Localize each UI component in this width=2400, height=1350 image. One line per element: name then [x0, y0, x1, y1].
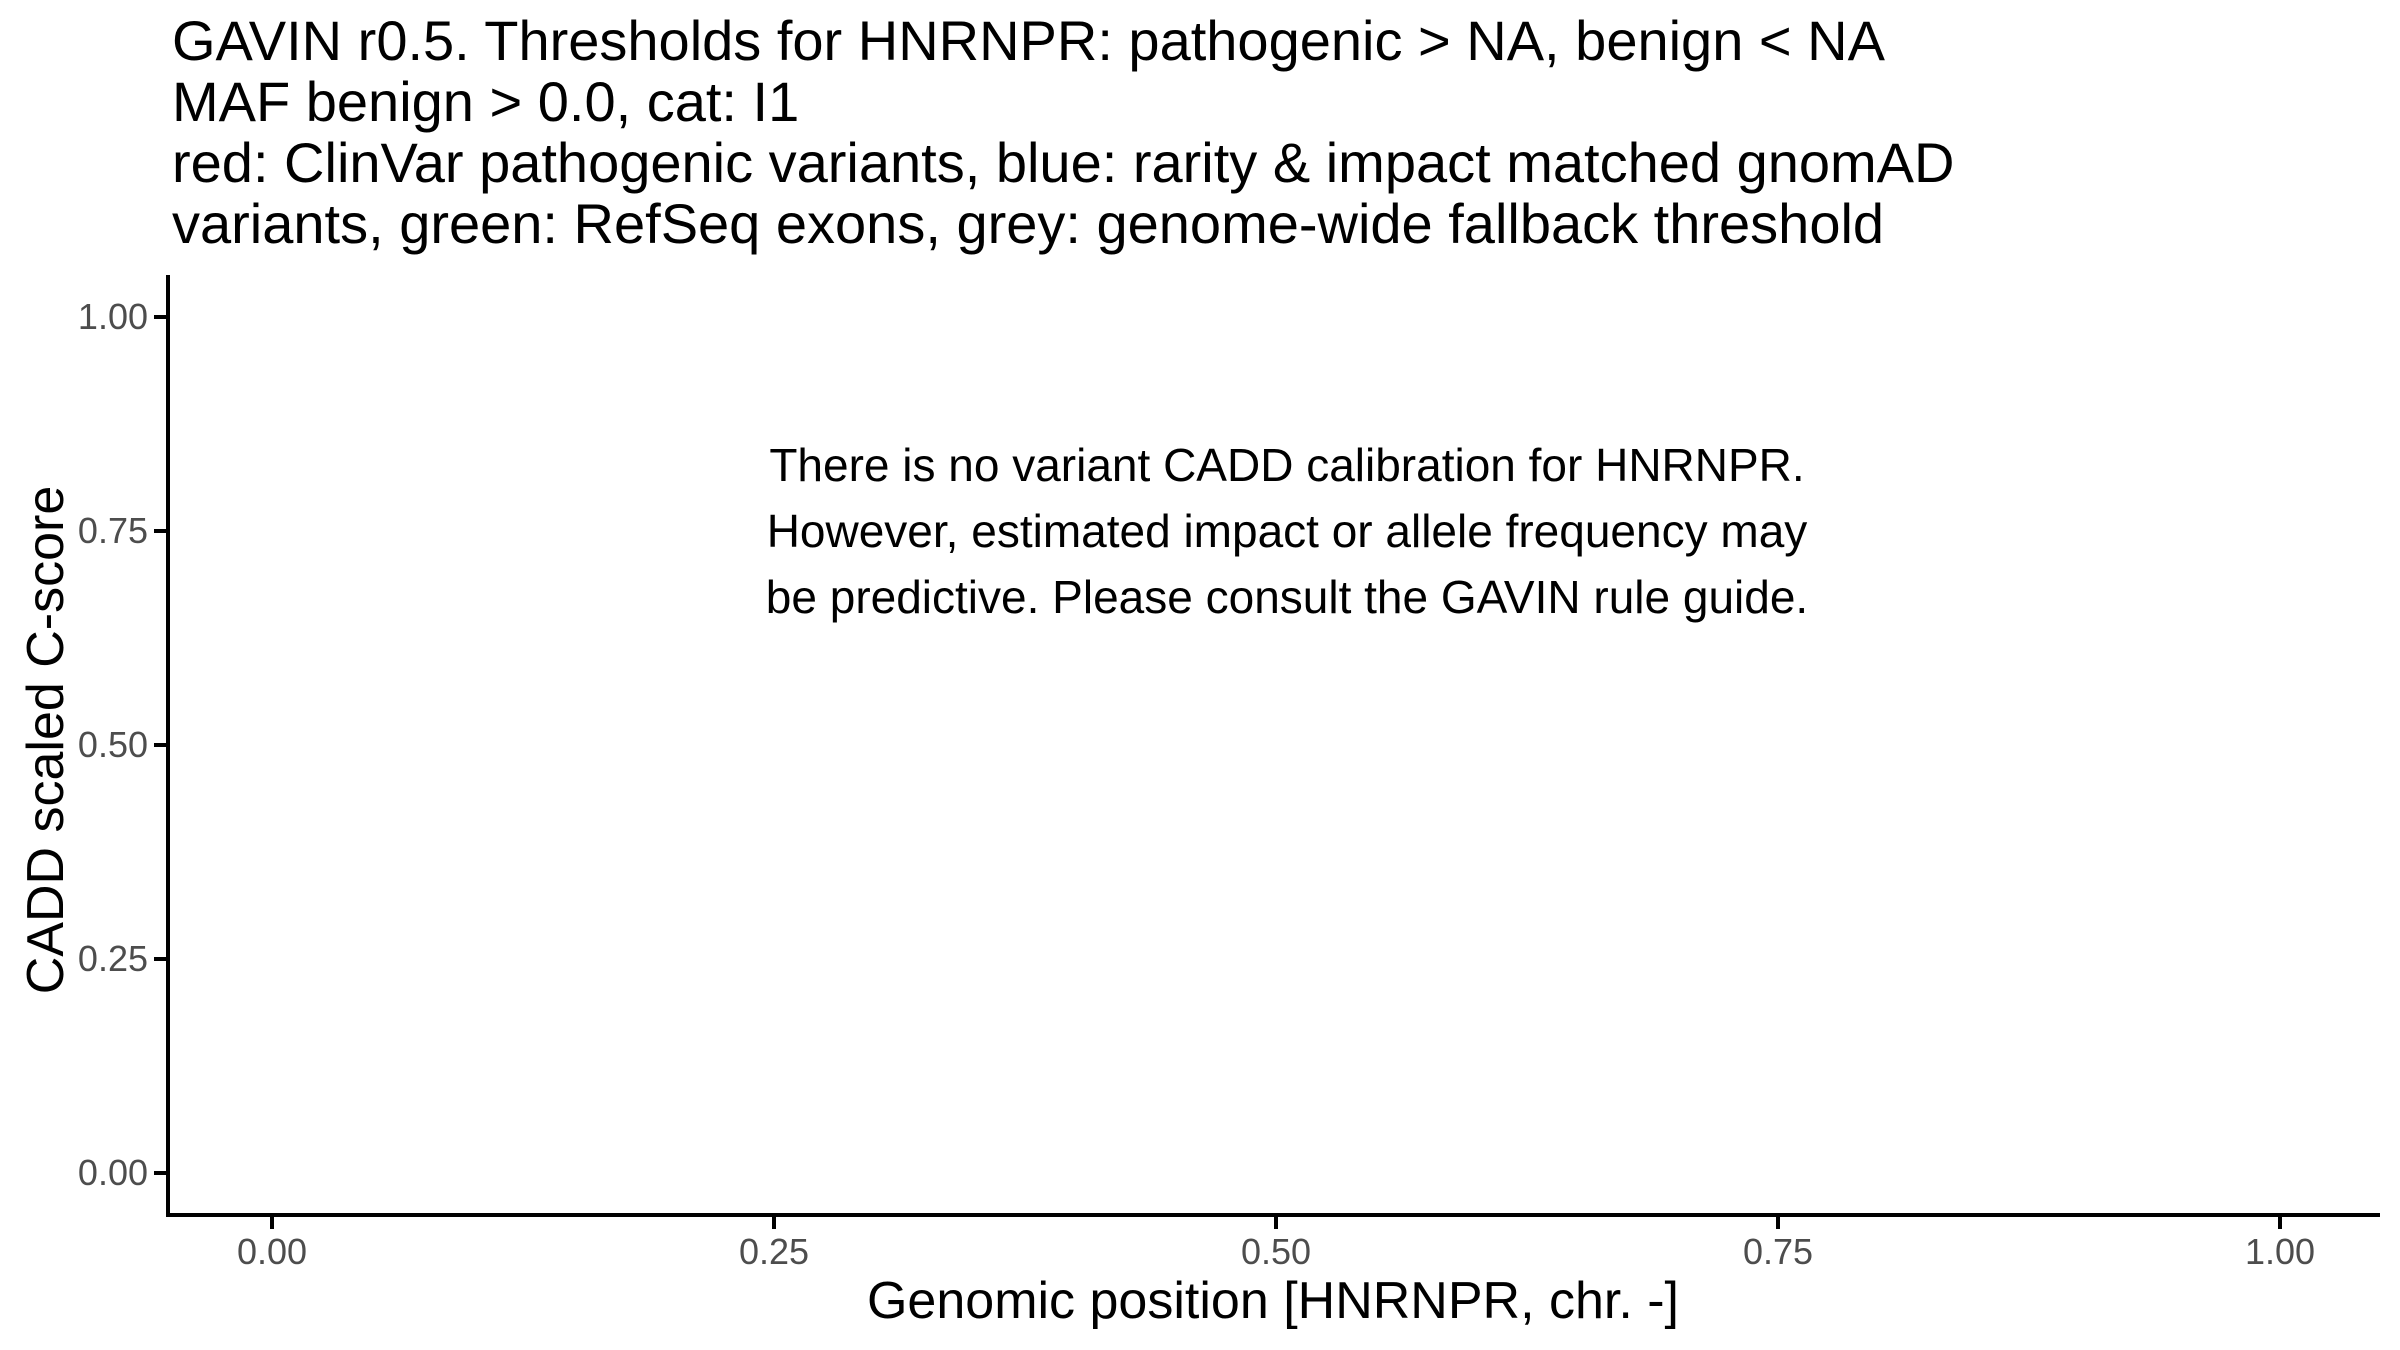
y-tick-label-1.00: 1.00	[77, 296, 148, 337]
y-tick-label-0.75: 0.75	[77, 510, 148, 551]
chart-title	[172, 10, 1954, 254]
x-tick-label-0.25: 0.25	[738, 1231, 810, 1272]
y-tick-mark-0.00	[154, 1171, 166, 1175]
x-tick-label-0.50: 0.50	[1240, 1231, 1312, 1272]
y-tick-label-0.25: 0.25	[77, 938, 148, 979]
y-tick-label-0.50: 0.50	[77, 724, 148, 765]
x-axis-title: Genomic position [HNRNPR, chr. -]	[866, 1272, 1680, 1330]
chart-title-line-3: red: ClinVar pathogenic variants, blue: rarity & impact matched gnomAD	[172, 131, 1955, 194]
x-axis-line	[166, 1213, 2380, 1217]
y-axis-line	[166, 275, 170, 1217]
no-calibration-annotation	[687, 432, 1887, 630]
x-tick-label-0.75: 0.75	[1742, 1231, 1814, 1272]
x-tick-mark-0.50	[1274, 1217, 1278, 1229]
x-tick-mark-0.75	[1776, 1217, 1780, 1229]
chart-title-line-1: GAVIN r0.5. Thresholds for HNRNPR: pathogenic > NA, benign < NA	[172, 9, 1885, 72]
x-tick-mark-1.00	[2278, 1217, 2282, 1229]
chart-title-line-4: variants, green: RefSeq exons, grey: genome-wide fallback threshold	[172, 192, 1885, 255]
x-tick-label-0.00: 0.00	[236, 1231, 308, 1272]
y-tick-mark-0.50	[154, 743, 166, 747]
y-tick-label-0.00: 0.00	[77, 1152, 148, 1193]
x-tick-mark-0.00	[270, 1217, 274, 1229]
y-tick-mark-1.00	[154, 315, 166, 319]
y-tick-mark-0.25	[154, 957, 166, 961]
y-tick-mark-0.75	[154, 529, 166, 533]
x-tick-label-1.00: 1.00	[2244, 1231, 2316, 1272]
annotation-line-2: However, estimated impact or allele frequency may	[766, 505, 1808, 557]
chart-title-line-2: MAF benign > 0.0, cat: I1	[172, 70, 800, 133]
y-axis-title: CADD scaled C-score	[17, 485, 75, 995]
annotation-line-1: There is no variant CADD calibration for HNRNPR.	[769, 439, 1805, 491]
x-tick-mark-0.25	[772, 1217, 776, 1229]
annotation-line-3: be predictive. Please consult the GAVIN rule guide.	[765, 571, 1809, 623]
